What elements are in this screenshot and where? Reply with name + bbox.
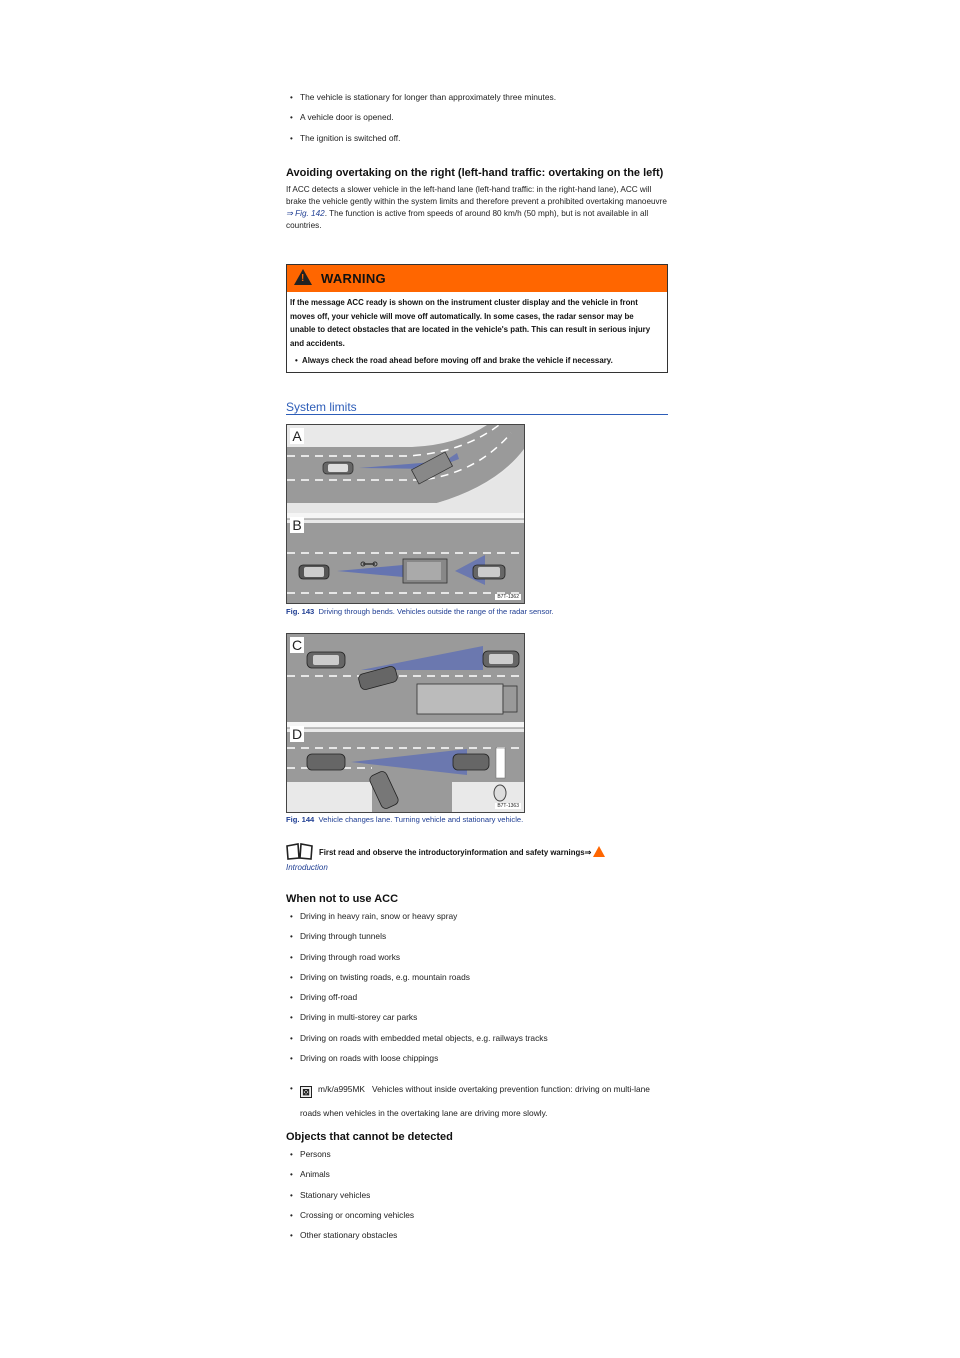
figure-code: B7T-1362 bbox=[497, 594, 519, 600]
figure-number: Fig. 144 bbox=[286, 815, 315, 824]
safety-info bbox=[319, 846, 605, 857]
equipment-code: m/k/a995MK bbox=[318, 1084, 366, 1094]
objects-list bbox=[286, 1149, 668, 1250]
overtaking-heading: Avoiding overtaking on the right (left-hand traffic: overtaking on the left) bbox=[286, 167, 664, 179]
warning-box bbox=[286, 264, 668, 373]
warning-text: If the message ACC ready is shown on the instrument cluster display and the vehicle in front moves off, your vehicle will move off automatically. In some cases, the radar sensor may be unable to detect obstacles that are located in the vehicle's path. This can result in serious injury and accidents. bbox=[290, 298, 651, 348]
list-item: • Animals bbox=[286, 1169, 668, 1189]
warning-triangle-icon bbox=[593, 846, 605, 857]
list-item: • A vehicle door is opened. bbox=[286, 112, 668, 132]
caption-text: Vehicle changes lane. Turning vehicle and stationary vehicle. bbox=[318, 815, 524, 824]
panel-label-d: D bbox=[291, 726, 303, 742]
overtaking-text-end: . The function is active from speeds of around 80 km/h (50 mph), but is not available in all countries. bbox=[286, 209, 649, 230]
list-item: • Persons bbox=[286, 1149, 668, 1169]
info-text: First read and observe the introductoryinformation and safety warnings⇒ bbox=[319, 848, 592, 857]
list-item: • Driving in multi-storey car parks bbox=[286, 1012, 668, 1032]
fig-142-link[interactable]: ⇒ Fig. 142 bbox=[286, 209, 325, 218]
figure-143 bbox=[286, 424, 525, 604]
list-item: • Driving on roads with loose chippings bbox=[286, 1053, 668, 1073]
caption-text: Driving through bends. Vehicles outside the range of the radar sensor. bbox=[318, 607, 554, 616]
figure-number: Fig. 143 bbox=[286, 607, 315, 616]
list-item: • The vehicle is stationary for longer than approximately three minutes. bbox=[286, 92, 668, 112]
panel-label-a: A bbox=[290, 428, 304, 444]
list-item: • Driving on roads with embedded metal objects, e.g. railways tracks bbox=[286, 1033, 668, 1053]
intro-bullet-list bbox=[286, 92, 668, 153]
panel-label-b: B bbox=[290, 517, 304, 533]
introduction-link[interactable]: Introduction bbox=[286, 863, 328, 872]
list-item: • Other stationary obstacles bbox=[286, 1230, 668, 1250]
overtaking-text: If ACC detects a slower vehicle in the left-hand lane (left-hand traffic: in the right-hand lane), ACC will brake the vehicle gently within the system limits and therefore prevent a prohibited overtaking manoeuvre bbox=[286, 185, 667, 206]
overtaking-paragraph bbox=[286, 184, 668, 232]
warning-title: WARNING bbox=[321, 271, 386, 286]
list-item: • Driving through road works bbox=[286, 952, 668, 972]
lane-change-illustration bbox=[287, 634, 524, 812]
list-item: • Crossing or oncoming vehicles bbox=[286, 1210, 668, 1230]
figure-143-caption bbox=[286, 607, 554, 616]
special-list-item: • ⊠ m/k/a995MK Vehicles without inside overtaking prevention function: driving on multi-lane roads when vehicles in the overtaking lane are driving more slowly. bbox=[290, 1084, 650, 1118]
when-not-heading: When not to use ACC bbox=[286, 893, 399, 905]
bend-illustration bbox=[287, 425, 524, 603]
list-item: • Driving through tunnels bbox=[286, 931, 668, 951]
warning-triangle-icon: ! bbox=[294, 269, 312, 285]
book-icon bbox=[286, 843, 313, 860]
panel-label-c: C bbox=[291, 637, 303, 653]
list-item: • Stationary vehicles bbox=[286, 1190, 668, 1210]
when-not-list bbox=[286, 911, 668, 1073]
system-limits-title: System limits bbox=[286, 400, 668, 415]
list-item: • Driving in heavy rain, snow or heavy spray bbox=[286, 911, 668, 931]
special-text: Vehicles without inside overtaking prevention function: driving on multi-lane roads when vehicles in the overtaking lane are driving more slowly. bbox=[300, 1084, 650, 1118]
warning-body bbox=[287, 292, 667, 368]
figure-144 bbox=[286, 633, 525, 813]
equipment-icon: ⊠ bbox=[300, 1086, 312, 1098]
figure-code: B7T-1363 bbox=[497, 803, 519, 809]
list-item: • The ignition is switched off. bbox=[286, 133, 668, 153]
objects-heading: Objects that cannot be detected bbox=[286, 1131, 453, 1143]
warning-bullet: • Always check the road ahead before moving off and brake the vehicle if necessary. bbox=[290, 354, 659, 368]
warning-header bbox=[287, 265, 667, 292]
figure-144-caption bbox=[286, 815, 523, 824]
list-item: • Driving on twisting roads, e.g. mountain roads bbox=[286, 972, 668, 992]
list-item: • Driving off-road bbox=[286, 992, 668, 1012]
